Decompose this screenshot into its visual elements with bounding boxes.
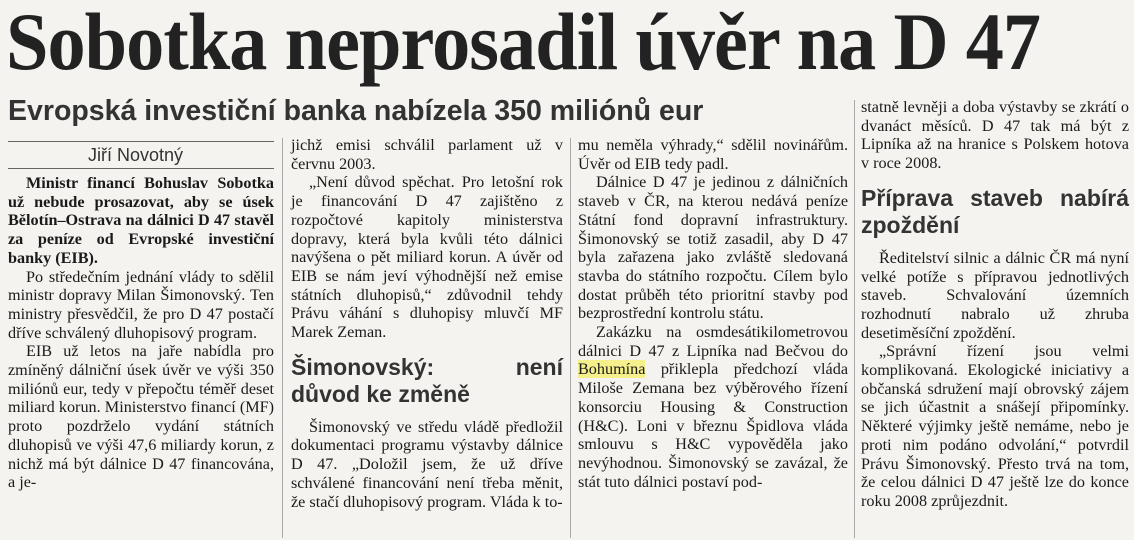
author-byline: Jiří Novotný [88,145,184,165]
section-heading: Šimonovský: není důvod ke změně [291,353,563,407]
article-column-1 [8,174,274,492]
headline: Sobotka neprosadil úvěr na D 47 [6,0,1041,87]
paragraph: jichž emisi schválil parlament už v červnu 2003. [291,136,563,173]
paragraph: „Není důvod spěchat. Pro letošní rok je financování D 47 zajištěno z rozpočtové kapitoly ministerstva dopravy, která byla kvůli této dálnici navýšena o pět miliard korun. A úvěr od EIB se nám jeví výhodnější než emise státních dluhopisů,“ zdůvodnil tehdy Právu váhání s dluhopisy mluvčí MF Marek Zeman. [291,173,563,342]
paragraph: EIB už letos na jaře nabídla pro zmíněný dálniční úsek úvěr ve výši 350 miliónů eur, tedy v přepočtu téměř deset miliard korun. Ministerstvo financí (MF) proto pozdrželo vydání státních dluhopisů ve výši 47,6 miliardy korun, z nichž má být dálnice D 47 financována, a je- [8,342,274,492]
column-divider [282,138,283,538]
text-run: přiklepla předchozí vláda Miloše Zemana bez výběrového řízení konsorciu Housing & Construction (H&C). Loni v březnu Špidlova vláda smlouvu s H&C vypověděla jako nevýhodnou. Šimonovský se zavázal, že stát tuto dálnici postaví pod- [578,360,848,491]
column-divider [854,100,855,538]
article-column-3 [578,136,848,491]
paragraph [578,323,848,491]
author-rule-bottom [8,168,274,169]
lead-paragraph: Ministr financí Bohuslav Sobotka už nebude prosazovat, aby se úsek Bělotín–Ostrava na dálnici D 47 stavěl za peníze od Evropské investiční banky (EIB). [8,174,274,267]
highlighted-word: Bohumína [578,360,646,379]
paragraph: statně levněji a doba výstavby se zkrátí o dvanáct měsíců. D 47 tak má být z Lipníka až na hranice s Polskem hotova v roce 2008. [861,98,1129,173]
paragraph: Šimonovský ve středu vládě předložil dokumentaci programu výstavby dálnice D 47. „Doložil jsem, že už dříve schválené financování není třeba měnit, že stačí dluhopisový program. Vláda k to- [291,417,563,511]
paragraph: mu neměla výhrady,“ sdělil novinářům. Úvěr od EIB tedy padl. [578,136,848,173]
paragraph: Ředitelství silnic a dálnic ČR má nyní velké potíže s přípravou jednotlivých staveb. Schvalování územních rozhodnutí nabralo už zhruba desetiměsíční zpoždění. [861,248,1129,342]
author-rule [8,141,274,142]
subheadline: Evropská investiční banka nabízela 350 miliónů eur [8,95,704,127]
section-heading: Příprava staveb nabírá zpoždění [861,184,1129,238]
article-column-2 [291,136,563,511]
article-column-4 [861,98,1129,511]
text-run: Zakázku na osmdesátikilometrovou dálnici D 47 z Lipníka nad Bečvou do [578,323,848,360]
paragraph: Po středečním jednání vlády to sdělil ministr dopravy Milan Šimonovský. Ten ministry přesvědčil, že pro D 47 postačí dříve schválený dluhopisový program. [8,267,274,342]
paragraph: Dálnice D 47 je jedinou z dálničních staveb v ČR, na kterou nedává peníze Státní fond dopravní infrastruktury. Šimonovský se totiž zasadil, aby D 47 byla zařazena jako zvláště sledovaná stavba do státního rozpočtu. Cílem bylo dostat průběh této prioritní stavby pod bezprostřední kontrolu státu. [578,173,848,323]
column-divider [570,138,571,538]
paragraph: „Správní řízení jsou velmi komplikovaná. Ekologické iniciativy a občanská sdružení mají obrovský zájem se jich účastnit a snášejí připomínky. Některé výjimky ještě nemáme, nebo je proti nim podáno odvolání,“ potvrdil Právu Šimonovský. Přesto trvá na tom, že celou dálnici D 47 ještě lze do konce roku 2008 zprůjezdnit. [861,342,1129,510]
